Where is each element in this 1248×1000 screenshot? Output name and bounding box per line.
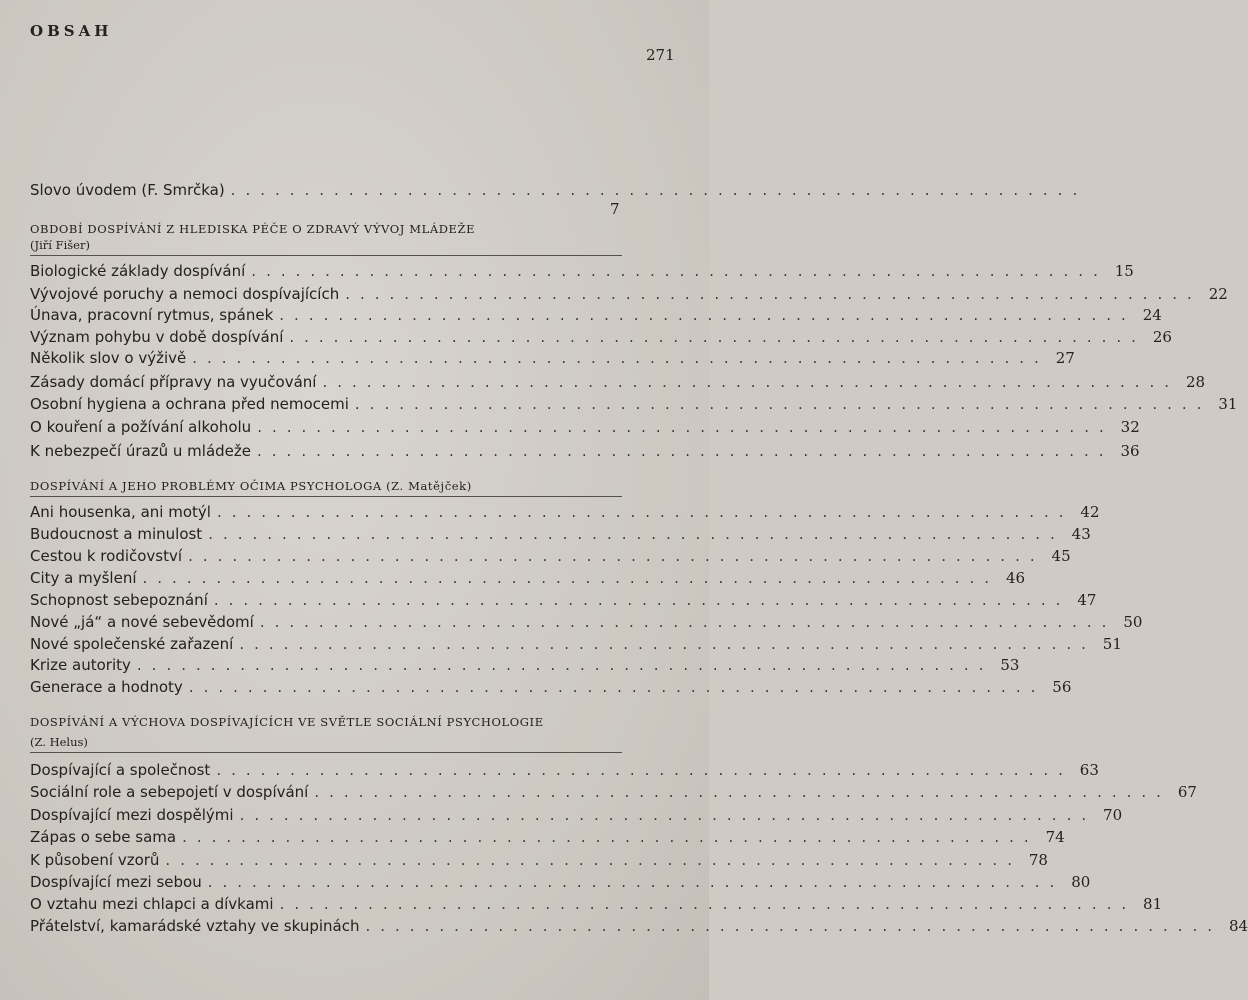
toc-entry-page: 42: [1080, 503, 1100, 521]
toc-entry: [30, 783, 1197, 801]
toc-entry-label: Dospívající mezi sebou: [30, 873, 202, 891]
toc-entry-label: Sociální role a sebepojetí v dospívání: [30, 783, 309, 801]
leader-dots: ..........................................................: [207, 873, 1065, 891]
toc-entry-page: 36: [1120, 442, 1140, 460]
toc-entry-page: 43: [1071, 525, 1091, 543]
toc-entry-page: 50: [1123, 613, 1143, 631]
toc-entry: [30, 678, 1072, 696]
toc-entry: [30, 851, 1048, 869]
leader-dots: ..........................................................: [188, 678, 1046, 696]
section-divider: [30, 752, 622, 753]
leader-dots: ..........................................................: [259, 613, 1117, 631]
leader-dots: ..........................................................: [314, 783, 1171, 801]
toc-entry: [30, 613, 1143, 631]
toc-entry-label: City a myšlení: [30, 569, 137, 587]
toc-entry: [30, 395, 1238, 413]
toc-entry: [30, 442, 1140, 460]
toc-entry: [30, 547, 1071, 565]
toc-entry: [30, 761, 1099, 779]
toc-entry: [30, 285, 1228, 303]
toc-entry-page: 63: [1079, 761, 1099, 779]
toc-entry-page: 78: [1028, 851, 1048, 869]
toc-entry: [30, 917, 1248, 935]
toc-entry-page: 74: [1045, 828, 1065, 846]
toc-entry-label: Význam pohybu v době dospívání: [30, 328, 284, 346]
section-title: DOSPÍVÁNÍ A JEHO PROBLÉMY OČIMA PSYCHOLOGA (Z. Matějček): [30, 479, 472, 493]
toc-entry-page: 53: [1000, 656, 1020, 674]
toc-entry-label: Zápas o sebe sama: [30, 828, 177, 846]
leader-dots: ..........................................................: [230, 181, 1088, 199]
toc-entry-page: 24: [1142, 306, 1162, 324]
leader-dots: ..........................................................: [322, 373, 1180, 391]
toc-entry-label: Nové „já“ a nové sebevědomí: [30, 613, 254, 631]
toc-entry: [30, 418, 1140, 436]
leader-dots: ..........................................................: [182, 828, 1039, 846]
toc-entry-page: 27: [1055, 349, 1075, 367]
toc-entry-label: Nové společenské zařazení: [30, 635, 234, 653]
leader-dots: ..........................................................: [279, 895, 1137, 913]
toc-entry-page: 7: [610, 200, 620, 218]
toc-entry: [30, 806, 1123, 824]
section-title: OBDOBÍ DOSPÍVÁNÍ Z HLEDISKA PÉČE O ZDRAVÝ VÝVOJ MLÁDEŽE: [30, 222, 476, 236]
toc-entry-page: 28: [1185, 373, 1206, 391]
toc-entry: [30, 306, 1162, 324]
leader-dots: ..........................................................: [354, 395, 1212, 413]
toc-entry-label: Cestou k rodičovství: [30, 547, 183, 565]
toc-entry: [30, 503, 1100, 521]
leader-dots: ..........................................................: [142, 569, 1000, 587]
toc-entry: [30, 656, 1020, 674]
toc-entry-page: 84: [1228, 917, 1248, 935]
section-divider: [30, 255, 622, 256]
toc-entry-page: 81: [1143, 895, 1163, 913]
leader-dots: ..........................................................: [279, 306, 1136, 324]
toc-entry-label: Dospívající mezi dospělými: [30, 806, 234, 824]
leader-dots: ..........................................................: [345, 285, 1202, 303]
toc-entry-label: Dospívající a společnost: [30, 761, 211, 779]
leader-dots: ..........................................................: [257, 418, 1114, 436]
leader-dots: ..........................................................: [188, 547, 1045, 565]
toc-entry: [30, 873, 1091, 891]
toc-entry-page: 26: [1152, 328, 1172, 346]
leader-dots: ..........................................................: [365, 917, 1223, 935]
toc-entry-label: Krize autority: [30, 656, 131, 674]
page-number: 271: [646, 46, 675, 64]
toc-entry-page: 15: [1114, 262, 1134, 280]
toc-entry-label: Budoucnost a minulost: [30, 525, 203, 543]
toc-entry-label: O kouření a požívání alkoholu: [30, 418, 252, 436]
toc-entry: [30, 525, 1091, 543]
leader-dots: ..........................................................: [136, 656, 994, 674]
toc-entry-label: Vývojové poruchy a nemoci dospívajících: [30, 285, 340, 303]
toc-entry-label: O vztahu mezi chlapci a dívkami: [30, 895, 274, 913]
leader-dots: ..........................................................: [208, 525, 1065, 543]
toc-entry-intro: [30, 181, 1088, 199]
leader-dots: ..........................................................: [213, 591, 1071, 609]
toc-entry-page: 47: [1077, 591, 1097, 609]
toc-entry: [30, 373, 1206, 391]
toc-entry: [30, 262, 1134, 280]
toc-entry-page: 80: [1071, 873, 1091, 891]
toc-entry-label: K působení vzorů: [30, 851, 160, 869]
toc-entry-label: Přátelství, kamarádské vztahy ve skupinách: [30, 917, 360, 935]
leader-dots: ..........................................................: [251, 262, 1108, 280]
toc-entry: [30, 828, 1065, 846]
toc-entry-page: 67: [1177, 783, 1197, 801]
toc-entry-label: Několik slov o výživě: [30, 349, 187, 367]
toc-entry-label: Biologické základy dospívání: [30, 262, 246, 280]
toc-entry-label: Generace a hodnoty: [30, 678, 183, 696]
toc-entry-label: Ani housenka, ani motýl: [30, 503, 211, 521]
toc-entry: [30, 635, 1122, 653]
leader-dots: ..........................................................: [289, 328, 1146, 346]
toc-entry-page: 45: [1051, 547, 1071, 565]
toc-entry-label: Schopnost sebepoznání: [30, 591, 208, 609]
toc-entry: [30, 591, 1097, 609]
toc-entry-page: 22: [1208, 285, 1228, 303]
page-heading: OBSAH: [30, 22, 113, 40]
toc-entry-page: 51: [1102, 635, 1122, 653]
toc-entry-label: K nebezpečí úrazů u mládeže: [30, 442, 252, 460]
section-title: DOSPÍVÁNÍ A VÝCHOVA DOSPÍVAJÍCÍCH VE SVĚTLE SOCIÁLNÍ PSYCHOLOGIE: [30, 715, 544, 729]
toc-entry-page: 46: [1005, 569, 1026, 587]
leader-dots: ..........................................................: [239, 635, 1096, 653]
toc-entry: [30, 328, 1172, 346]
leader-dots: ..........................................................: [257, 442, 1114, 460]
toc-entry: [30, 569, 1026, 587]
leader-dots: ..........................................................: [192, 349, 1049, 367]
toc-entry-label: Zásady domácí přípravy na vyučování: [30, 373, 317, 391]
leader-dots: ..........................................................: [239, 806, 1097, 824]
section-author: (Z. Helus): [30, 735, 88, 749]
section-author: (Jiří Fišer): [30, 238, 90, 252]
section-divider: [30, 496, 622, 497]
toc-entry-label: Slovo úvodem (F. Smrčka): [30, 181, 225, 199]
toc-entry-page: 70: [1103, 806, 1123, 824]
toc-entry-page: 32: [1120, 418, 1140, 436]
toc-entry-page: 56: [1052, 678, 1072, 696]
toc-entry-label: Osobní hygiena a ochrana před nemocemi: [30, 395, 349, 413]
toc-entry: [30, 349, 1075, 367]
toc-entry: [30, 895, 1163, 913]
toc-entry-page: 31: [1218, 395, 1238, 413]
leader-dots: ..........................................................: [165, 851, 1022, 869]
leader-dots: ..........................................................: [216, 503, 1074, 521]
toc-entry-label: Únava, pracovní rytmus, spánek: [30, 306, 274, 324]
leader-dots: ..........................................................: [216, 761, 1073, 779]
